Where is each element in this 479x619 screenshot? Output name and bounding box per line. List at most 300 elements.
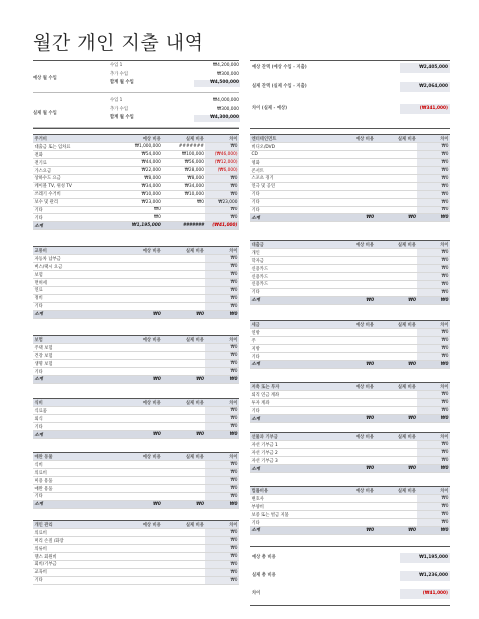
subtotal-row: [250, 296, 450, 304]
table-row-cell: ₩0: [205, 469, 239, 477]
table-row: [250, 345, 450, 353]
block-header-cell: 예상 비용: [334, 383, 376, 391]
table-row: [33, 263, 239, 271]
table-row: [33, 529, 239, 537]
table-row-cell: 머리 손질 /화장: [33, 537, 119, 545]
subtotal-row-cell: 소계: [33, 500, 119, 508]
table-row-cell: ₩0: [205, 286, 239, 294]
table-row: [33, 492, 239, 500]
total-diff-label: 차이: [252, 591, 261, 596]
table-row-cell: ₩0: [417, 182, 450, 190]
table-row-cell: [162, 352, 205, 360]
table-row-cell: [334, 345, 376, 353]
right-block-table: [250, 487, 450, 535]
table-row: [250, 159, 450, 167]
table-row-cell: [334, 511, 376, 519]
table-row: [33, 255, 239, 263]
block-header-cell: 예상 비용: [334, 241, 376, 249]
table-row-cell: [119, 568, 162, 576]
table-row-cell: 외식: [33, 415, 119, 423]
table-row-cell: ₩0: [205, 344, 239, 352]
subtotal-row-cell: 소계: [250, 360, 334, 368]
table-row-cell: [119, 263, 162, 271]
table-row: [33, 407, 239, 415]
table-row-cell: [334, 249, 376, 257]
table-row-cell: 기타: [250, 198, 334, 206]
table-row-cell: ₩0: [417, 329, 450, 337]
block-header-cell: 예상 비용: [334, 433, 376, 441]
actual-income-row-value: ₩4,300,000: [194, 115, 240, 122]
actual-income-row-label: 추가 수입: [110, 106, 128, 112]
planned-balance-value: ₩2,405,000: [400, 63, 450, 73]
table-row-cell: ₩0: [205, 352, 239, 360]
block-header-cell: 차이: [205, 336, 239, 344]
subtotal-row-cell: ₩0: [334, 360, 376, 368]
subtotal-row-cell: 소계: [33, 310, 119, 318]
table-row-cell: ₩0: [417, 441, 450, 449]
table-row: [33, 214, 239, 222]
table-row-cell: (₩6,000): [205, 167, 239, 175]
table-row-cell: ₩23,000: [119, 198, 162, 206]
table-row-cell: [376, 495, 418, 503]
table-row-cell: #######: [162, 143, 205, 151]
table-row-cell: [334, 353, 376, 361]
table-row-cell: ₩10,000: [162, 190, 205, 198]
subtotal-row-cell: ₩0: [376, 415, 418, 423]
table-row-cell: 연료: [33, 286, 119, 294]
table-row-cell: [119, 286, 162, 294]
table-row-cell: ₩0: [205, 492, 239, 500]
subtotal-row-cell: ₩0: [417, 296, 450, 304]
subtotal-row-cell: ₩0: [417, 214, 450, 222]
table-row-cell: [119, 352, 162, 360]
table-row-cell: ₩0: [119, 214, 162, 222]
left-block-table: [33, 521, 239, 585]
planned-income-row-value: ₩300,000: [216, 71, 239, 77]
table-row-cell: [119, 492, 162, 500]
table-row-cell: [119, 485, 162, 493]
block-header-cell: 법률비용: [250, 487, 334, 495]
block-header: [250, 487, 450, 495]
left-block: [33, 398, 239, 439]
block-header-cell: 예상 비용: [119, 399, 162, 407]
table-row-cell: ₩0: [205, 407, 239, 415]
table-row-cell: ₩0: [205, 576, 239, 584]
table-row-cell: [162, 545, 205, 553]
block-header: [250, 135, 450, 143]
block-header-cell: 실제 비용: [376, 321, 418, 329]
table-row-cell: ₩10,000: [119, 190, 162, 198]
subtotal-row-cell: ₩0: [162, 310, 205, 318]
table-row-cell: [162, 294, 205, 302]
block-header-cell: 실제 비용: [376, 383, 418, 391]
left-block: [33, 520, 239, 585]
table-row-cell: 주택 보험: [33, 344, 119, 352]
table-row-cell: ₩0: [205, 302, 239, 310]
table-row-cell: 의료비: [33, 469, 119, 477]
table-row-cell: ₩0: [205, 423, 239, 431]
table-row-cell: ₩34,000: [162, 182, 205, 190]
table-row-cell: 식료품: [33, 407, 119, 415]
table-row: [250, 353, 450, 361]
block-header-cell: 실제 비용: [376, 135, 418, 143]
table-row-cell: [119, 560, 162, 568]
table-row-cell: [334, 449, 376, 457]
table-row-cell: [376, 182, 418, 190]
table-row-cell: 대출금 또는 임차료: [33, 143, 119, 151]
table-row-cell: [119, 344, 162, 352]
table-row-cell: [334, 391, 376, 399]
table-row-cell: ₩0: [417, 391, 450, 399]
subtotal-row: [250, 360, 450, 368]
block-header: [33, 135, 239, 143]
block-header-cell: 예상 비용: [119, 336, 162, 344]
table-row-cell: [376, 399, 418, 407]
table-row-cell: [376, 151, 418, 159]
block-header-cell: 예상 비용: [334, 135, 376, 143]
table-row-cell: 기타: [250, 519, 334, 527]
table-row-cell: 기타: [33, 423, 119, 431]
block-header-cell: 세금: [250, 321, 334, 329]
subtotal-row-cell: 소계: [33, 431, 119, 439]
block-header-cell: 예상 비용: [334, 487, 376, 495]
subtotal-row-cell: ₩0: [417, 526, 450, 534]
table-row-cell: ₩0: [417, 353, 450, 361]
table-row: [33, 545, 239, 553]
block-header-cell: 실제 비용: [376, 487, 418, 495]
table-row-cell: 퇴직 연금 계좌: [250, 391, 334, 399]
block-header: [33, 453, 239, 461]
table-row: [33, 174, 239, 182]
actual-income-row-label: 수입 1: [110, 98, 123, 103]
subtotal-row: [250, 214, 450, 222]
left-block-table: [33, 135, 239, 230]
block-header-cell: 차이: [417, 321, 450, 329]
block-header: [33, 521, 239, 529]
table-row-cell: 기타: [33, 206, 119, 214]
table-row-cell: 영화: [250, 159, 334, 167]
subtotal-row-cell: #######: [162, 222, 205, 230]
table-row-cell: ₩0: [417, 399, 450, 407]
table-row-cell: [162, 286, 205, 294]
subtotal-row-cell: ₩0: [376, 296, 418, 304]
table-row-cell: ₩8,000: [162, 174, 205, 182]
table-row-cell: [334, 337, 376, 345]
table-row-cell: [376, 159, 418, 167]
table-row-cell: ₩0: [417, 206, 450, 214]
table-row-cell: [162, 469, 205, 477]
table-row-cell: 의료비: [33, 529, 119, 537]
subtotal-row-cell: ₩0: [376, 360, 418, 368]
table-row: [33, 477, 239, 485]
table-row-cell: [162, 477, 205, 485]
table-row-cell: [162, 368, 205, 376]
table-row-cell: 콘서트: [250, 167, 334, 175]
table-row-cell: 투자 계좌: [250, 399, 334, 407]
table-row-cell: ₩28,000: [162, 167, 205, 175]
table-row-cell: ₩0: [205, 545, 239, 553]
table-row-cell: [376, 503, 418, 511]
table-row: [33, 560, 239, 568]
table-row-cell: ₩0: [417, 265, 450, 273]
table-row: [250, 174, 450, 182]
table-row-cell: ₩0: [205, 190, 239, 198]
table-row-cell: ₩0: [205, 206, 239, 214]
block-header-cell: 차이: [205, 399, 239, 407]
block-header-cell: 실제 비용: [162, 135, 205, 143]
table-row: [33, 368, 239, 376]
table-row-cell: ₩0: [417, 249, 450, 257]
table-row-cell: [334, 151, 376, 159]
table-row-cell: ₩54,000: [119, 151, 162, 159]
table-row-cell: [334, 407, 376, 415]
table-row-cell: ₩0: [417, 345, 450, 353]
table-row-cell: ₩0: [205, 368, 239, 376]
table-row-cell: 의류비: [33, 545, 119, 553]
table-row: [33, 294, 239, 302]
planned-income-row-value: ₩4,200,000: [212, 63, 239, 68]
table-row: [33, 286, 239, 294]
table-row-cell: [119, 553, 162, 561]
table-row-cell: 보험: [33, 271, 119, 279]
table-row-cell: [376, 273, 418, 281]
table-row: [33, 182, 239, 190]
block-header: [33, 336, 239, 344]
table-row-cell: 자동차 납부금: [33, 255, 119, 263]
balance-bottom-rule: [250, 128, 450, 129]
table-row-cell: [162, 344, 205, 352]
subtotal-row-cell: ₩0: [376, 214, 418, 222]
table-row-cell: ₩0: [205, 537, 239, 545]
actual-balance-label: 실제 잔액 (실제 수입 - 지출): [252, 84, 307, 89]
table-row-cell: 주: [250, 337, 334, 345]
left-block-table: [33, 453, 239, 509]
table-row-cell: ₩0: [417, 174, 450, 182]
table-row: [250, 495, 450, 503]
table-row-cell: 지방: [250, 345, 334, 353]
table-row-cell: ₩0: [417, 519, 450, 527]
table-row-cell: [376, 288, 418, 296]
subtotal-row: [250, 415, 450, 423]
table-row-cell: ₩0: [205, 143, 239, 151]
right-block-table: [250, 321, 450, 369]
table-row: [250, 273, 450, 281]
table-row-cell: 식비: [33, 461, 119, 469]
table-row-cell: ₩0: [417, 167, 450, 175]
table-row-cell: 기타: [33, 368, 119, 376]
actual-income-label: 실제 월 수입: [33, 111, 57, 116]
table-row: [33, 553, 239, 561]
subtotal-row-cell: ₩0: [205, 375, 239, 383]
table-row: [33, 537, 239, 545]
planned-income-row-label: 수입 1: [110, 63, 123, 68]
table-row-cell: [162, 407, 205, 415]
table-row-cell: [119, 537, 162, 545]
table-row-cell: 기타: [250, 353, 334, 361]
table-row-cell: [376, 345, 418, 353]
table-row: [33, 159, 239, 167]
table-row-cell: 버스/택시 요금: [33, 263, 119, 271]
table-row-cell: ₩0: [205, 255, 239, 263]
actual-income-row-label: 합계 월 수입: [110, 115, 134, 120]
block-header-cell: 실제 비용: [376, 433, 418, 441]
page-title: 월간 개인 지출 내역: [33, 32, 204, 54]
table-row-cell: ₩0: [205, 294, 239, 302]
table-row-cell: [334, 503, 376, 511]
right-block: [250, 432, 450, 473]
block-header-cell: 실제 비용: [162, 453, 205, 461]
table-row-cell: [334, 190, 376, 198]
table-row-cell: [376, 391, 418, 399]
table-row: [250, 407, 450, 415]
left-block-table: [33, 247, 239, 319]
table-row-cell: ₩0: [417, 280, 450, 288]
table-row-cell: CD: [250, 151, 334, 159]
left-block: [33, 452, 239, 509]
table-row-cell: ₩1,000,000: [119, 143, 162, 151]
subtotal-row: [33, 222, 239, 230]
table-row: [250, 391, 450, 399]
left-block-table: [33, 399, 239, 439]
table-row-cell: [334, 198, 376, 206]
subtotal-row-cell: (₩41,000): [205, 222, 239, 230]
block-header-cell: 보험: [33, 336, 119, 344]
table-row-cell: 건강 보험: [33, 352, 119, 360]
planned-income-row-label: 합계 월 수입: [110, 80, 134, 85]
left-block: [33, 335, 239, 384]
right-block: [250, 240, 450, 305]
left-block-table: [33, 336, 239, 384]
table-row-cell: ₩0: [417, 273, 450, 281]
block-header-cell: 차이: [417, 487, 450, 495]
table-row-cell: ₩0: [205, 415, 239, 423]
subtotal-row-cell: ₩0: [205, 431, 239, 439]
actual-total-value: ₩1,236,000: [400, 571, 450, 581]
table-row: [250, 441, 450, 449]
table-row: [250, 167, 450, 175]
table-row-cell: 변호사: [250, 495, 334, 503]
subtotal-row: [33, 500, 239, 508]
block-header: [250, 241, 450, 249]
table-row-cell: [162, 263, 205, 271]
right-block: [250, 320, 450, 369]
block-header-cell: 예상 비용: [119, 247, 162, 255]
table-row-cell: [376, 143, 418, 151]
table-row-cell: 교육비: [33, 568, 119, 576]
table-row-cell: [334, 280, 376, 288]
block-header-cell: 실제 비용: [162, 399, 205, 407]
subtotal-row-cell: 소계: [250, 296, 334, 304]
table-row-cell: 개인: [250, 249, 334, 257]
table-row-cell: [334, 519, 376, 527]
table-row: [33, 302, 239, 310]
block-header-cell: 대출금: [250, 241, 334, 249]
table-row-cell: 부양비: [250, 503, 334, 511]
table-row-cell: ₩0: [119, 206, 162, 214]
block-header-cell: 차이: [205, 521, 239, 529]
block-header-cell: 차이: [205, 247, 239, 255]
table-row-cell: ₩0: [205, 560, 239, 568]
table-row-cell: [162, 279, 205, 287]
block-header-cell: 예상 비용: [119, 453, 162, 461]
table-row: [250, 449, 450, 457]
table-row: [250, 519, 450, 527]
subtotal-row-cell: ₩0: [119, 375, 162, 383]
table-row-cell: [119, 271, 162, 279]
table-row-cell: [119, 294, 162, 302]
table-row-cell: [119, 461, 162, 469]
table-row-cell: 기타: [33, 492, 119, 500]
table-row-cell: [119, 368, 162, 376]
table-row-cell: [119, 302, 162, 310]
subtotal-row-cell: ₩0: [119, 431, 162, 439]
table-row-cell: [376, 249, 418, 257]
table-row-cell: [334, 265, 376, 273]
planned-income-row-label: 추가 수입: [110, 71, 128, 77]
planned-income-rule: [33, 92, 239, 93]
table-row-cell: 비디오/DVD: [250, 143, 334, 151]
table-row: [250, 249, 450, 257]
table-row-cell: ₩0: [417, 495, 450, 503]
totals-bottom-rule: [250, 605, 450, 606]
right-block-table: [250, 433, 450, 473]
table-row-cell: [334, 399, 376, 407]
table-row-cell: 기타: [33, 302, 119, 310]
right-block: [250, 134, 450, 222]
table-row-cell: (₩12,000): [205, 159, 239, 167]
actual-total-label: 실제 총 비용: [252, 573, 276, 578]
table-row-cell: ₩0: [417, 337, 450, 345]
block-header-cell: 식비: [33, 399, 119, 407]
table-row-cell: [119, 415, 162, 423]
table-row-cell: 자선 기부금 1: [250, 441, 334, 449]
right-block-table: [250, 383, 450, 423]
subtotal-row-cell: 소계: [250, 415, 334, 423]
table-row-cell: ₩8,000: [119, 174, 162, 182]
table-row-cell: 학자금: [250, 257, 334, 265]
table-row-cell: ₩0: [205, 360, 239, 368]
table-row: [33, 344, 239, 352]
table-row-cell: 신용카드: [250, 273, 334, 281]
subtotal-row: [33, 310, 239, 318]
table-row-cell: ₩0: [205, 214, 239, 222]
block-header-cell: 교통비: [33, 247, 119, 255]
table-row: [33, 279, 239, 287]
table-row-cell: [334, 495, 376, 503]
block-header-cell: 예상 비용: [334, 321, 376, 329]
table-row-cell: 케이블 TV, 위성 TV: [33, 182, 119, 190]
table-row-cell: [162, 302, 205, 310]
balance-diff-value: (₩341,000): [400, 104, 450, 114]
table-row-cell: [162, 423, 205, 431]
table-row-cell: ₩0: [417, 151, 450, 159]
subtotal-row-cell: ₩0: [205, 310, 239, 318]
subtotal-row-cell: ₩0: [417, 465, 450, 473]
right-block-table: [250, 241, 450, 305]
table-row-cell: [376, 174, 418, 182]
subtotal-row-cell: ₩0: [119, 310, 162, 318]
block-header-cell: 차이: [205, 135, 239, 143]
table-row-cell: 자선 기부금 3: [250, 457, 334, 465]
table-row-cell: 상하수도 요금: [33, 174, 119, 182]
table-row: [250, 190, 450, 198]
block-header-cell: 개인 관리: [33, 521, 119, 529]
table-row: [33, 461, 239, 469]
table-row-cell: ₩0: [162, 198, 205, 206]
table-row-cell: ₩0: [205, 529, 239, 537]
subtotal-row-cell: 소계: [250, 465, 334, 473]
table-row-cell: [162, 360, 205, 368]
